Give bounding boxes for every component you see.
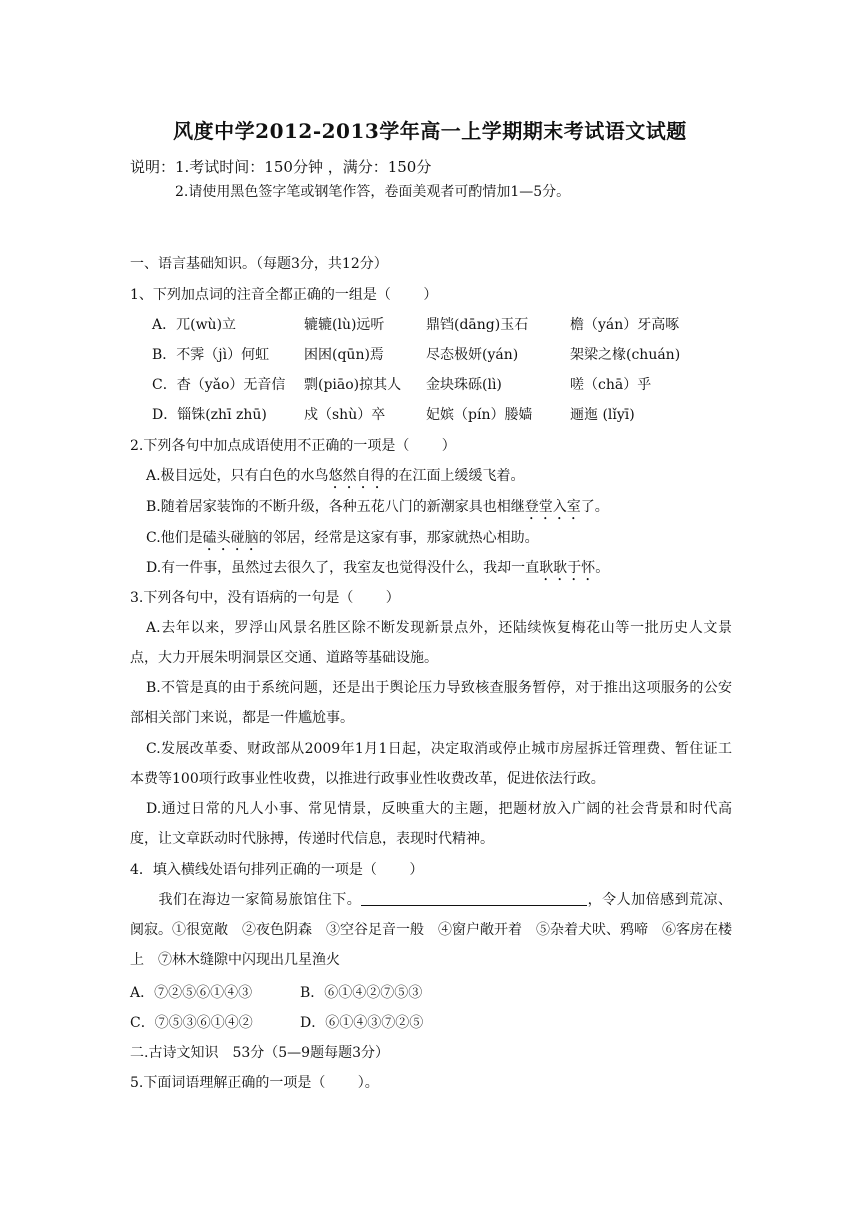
option-cell: D．锱铢(zhī zhū): [152, 407, 267, 423]
option-cell: 困困(qūn)焉: [304, 347, 384, 363]
question-2-option-b: [146, 497, 609, 523]
option-text: D.通过日常的凡人小事、常见情景，反映重大的主题，把题材放入广阔的社会背景和时代高度，让文章跃动时代脉搏，传递时代信息，表现时代精神。: [130, 801, 732, 847]
option-cell: 嗟（chā）乎: [570, 377, 652, 393]
question-3-option-b: [130, 673, 732, 733]
question-5-stem: 5.下面词语理解正确的一项是（ ）。: [130, 1075, 379, 1091]
option-cell: 鼎铛(dāng)玉石: [426, 317, 529, 333]
option-text: A.极目远处，只有白色的水鸟: [146, 468, 329, 484]
option-text: C.他们是: [146, 530, 203, 546]
dotted-idiom: 磕头碰脑: [202, 530, 259, 546]
option-text: A.去年以来，罗浮山风景名胜区除不断发现新景点外，还陆续恢复梅花山等一批历史人文景点，大力开展朱明洞景区交通、道路等基础设施。: [130, 620, 732, 666]
option-cell: 架梁之椽(chuán): [570, 347, 681, 363]
question-4-passage: [130, 885, 732, 975]
answer-option-a: A．⑦②⑤⑥①④③: [130, 985, 253, 1001]
page-title: 风度中学2012-2013学年高一上学期期末考试语文试题: [173, 119, 687, 143]
passage-text: 我们在海边一家简易旅馆住下。: [158, 892, 362, 908]
section-2-header: 二.古诗文知识 53分（5—9题每题3分）: [130, 1045, 389, 1061]
dotted-idiom: 登堂入室: [524, 499, 581, 515]
option-cell: 逦迤 (lǐyī): [570, 407, 635, 423]
answer-option-d: D．⑥①④③⑦②⑤: [300, 1015, 424, 1031]
option-cell: 金块珠砾(lì): [426, 377, 502, 393]
option-text: 的邻居，经常是这家有事，那家就热心相助。: [258, 530, 539, 546]
dotted-idiom: 悠然自得: [328, 468, 385, 484]
option-cell: 戍（shù）卒: [304, 407, 386, 423]
question-3-stem: 3.下列各句中，没有语病的一句是（ ）: [130, 590, 400, 606]
passage-text: ，令人加倍感到荒凉、阒寂。①很宽敞 ②夜色阴森 ③空谷足音一般 ④窗户敞开着 ⑤杂着犬吠、鸦啼 ⑥客房在楼上 ⑦林木缝隙中闪现出几星渔火: [130, 892, 733, 968]
instruction-line-2: 2.请使用黑色签字笔或钢笔作答，卷面美观者可酌情加1—5分。: [175, 184, 571, 200]
option-cell: B．不霁（jì）何虹: [152, 347, 270, 363]
question-2-option-a: [146, 466, 525, 492]
option-text: B.不管是真的由于系统问题，还是出于舆论压力导致核查服务暂停，对于推出这项服务的公安部相关部门来说，都是一件尴尬事。: [130, 680, 732, 726]
option-cell: 辘辘(lù)远听: [304, 317, 385, 333]
option-cell: 檐（yán）牙高啄: [570, 317, 680, 333]
option-cell: 剽(piāo)掠其人: [304, 377, 402, 393]
option-text: D.有一件事，虽然过去很久了，我室友也觉得没什么，我却一直: [146, 560, 540, 576]
question-3-option-a: [130, 613, 732, 673]
question-1-stem: 1、下列加点词的注音全都正确的一组是（ ）: [130, 287, 438, 303]
question-4-stem: 4．填入横线处语句排列正确的一项是（ ）: [130, 862, 424, 878]
dotted-idiom: 耿耿于怀: [539, 560, 596, 576]
option-cell: 妃嫔（pín）媵嫱: [426, 407, 533, 423]
section-1-header: 一、语言基础知识。（每题3分，共12分）: [130, 256, 388, 272]
option-text: 的在江面上缓缓飞着。: [384, 468, 525, 484]
fill-in-blank: [361, 889, 587, 906]
option-cell: A．兀(wù)立: [152, 317, 237, 333]
question-2-option-d: [146, 558, 609, 584]
option-cell: C．杳（yǎo）无音信: [152, 377, 286, 393]
option-cell: 尽态极妍(yán): [426, 347, 519, 363]
option-text: C.发展改革委、财政部从2009年1月1日起，决定取消或停止城市房屋拆迁管理费、暂住证工本费等100项行政事业性收费，以推进行政事业性收费改革，促进依法行政。: [130, 741, 732, 787]
question-3-option-c: [130, 734, 732, 794]
answer-option-c: C．⑦⑤③⑥①④②: [130, 1015, 253, 1031]
option-text: B.随着居家装饰的不断升级，各种五花八门的新潮家具也相继: [146, 499, 525, 515]
question-2-stem: 2.下列各句中加点成语使用不正确的一项是（ ）: [130, 438, 456, 454]
option-text: 。: [595, 560, 610, 576]
option-text: 了。: [580, 499, 609, 515]
answer-option-b: B．⑥①④②⑦⑤③: [300, 985, 423, 1001]
question-3-option-d: [130, 794, 732, 854]
question-2-option-c: [146, 528, 539, 554]
instruction-line-1: 说明：1.考试时间：150分钟 ，满分：150分: [130, 158, 432, 176]
